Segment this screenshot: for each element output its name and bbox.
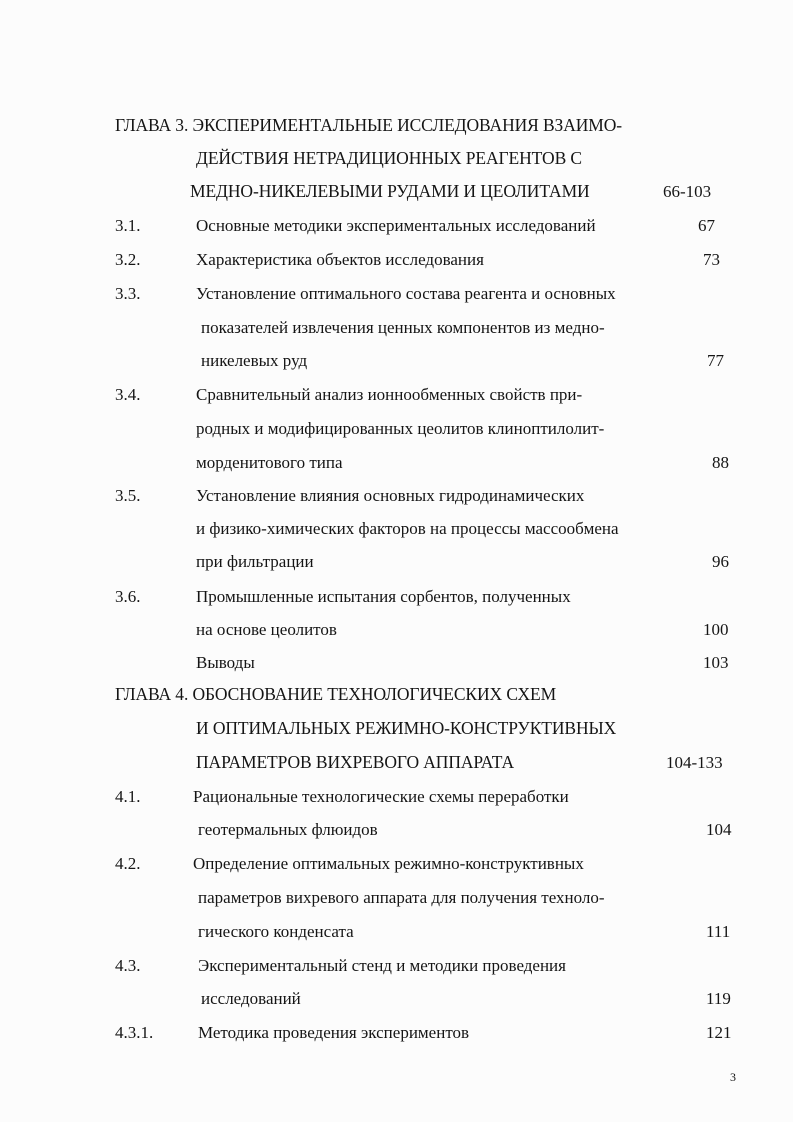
toc-number-3-2: 3.2. xyxy=(115,250,141,269)
toc-number-4-2: 4.2. xyxy=(115,854,141,873)
toc-entry-3-3-line-2: показателей извлечения ценных компонентов из медно- xyxy=(201,318,605,337)
toc-page-3-2: 73 xyxy=(703,250,720,269)
toc-page-3-1: 67 xyxy=(698,216,715,235)
toc-page-4-1: 104 xyxy=(706,820,732,839)
toc-entry-4-1-line-1: Рациональные технологические схемы переработки xyxy=(193,787,569,806)
toc-entry-4-3-line-2: исследований xyxy=(201,989,301,1008)
toc-number-3-3: 3.3. xyxy=(115,284,141,303)
toc-entry-4-2-line-2: параметров вихревого аппарата для получения техноло- xyxy=(198,888,605,907)
chapter-4-title-line-2: И ОПТИМАЛЬНЫХ РЕЖИМНО-КОНСТРУКТИВНЫХ xyxy=(196,718,617,738)
toc-page-3-4: 88 xyxy=(712,453,729,472)
toc-page-4-3: 119 xyxy=(706,989,731,1008)
toc-entry-3-1: Основные методики экспериментальных исследований xyxy=(196,216,596,235)
toc-entry-3-4-line-2: родных и модифицированных цеолитов клиноптилолит- xyxy=(196,419,605,438)
toc-page-4-2: 111 xyxy=(706,922,731,941)
toc-entry-3-5-line-3: при фильтрации xyxy=(196,552,314,571)
chapter-3-title-line-2: ДЕЙСТВИЯ НЕТРАДИЦИОННЫХ РЕАГЕНТОВ С xyxy=(196,148,582,168)
toc-entry-4-2-line-3: гического конденсата xyxy=(198,922,354,941)
toc-entry-3-4-line-3: морденитового типа xyxy=(196,453,343,472)
toc-entry-3-6-line-2: на основе цеолитов xyxy=(196,620,337,639)
chapter-3-title-line-1: ГЛАВА 3. ЭКСПЕРИМЕНТАЛЬНЫЕ ИССЛЕДОВАНИЯ ВЗАИМО- xyxy=(115,115,623,135)
toc-number-3-1: 3.1. xyxy=(115,216,141,235)
toc-number-4-1: 4.1. xyxy=(115,787,141,806)
toc-entry-3-3-line-1: Установление оптимального состава реагента и основных xyxy=(196,284,616,303)
toc-entry-4-3-1: Методика проведения экспериментов xyxy=(198,1023,470,1042)
toc-number-4-3-1: 4.3.1. xyxy=(115,1023,154,1042)
toc-page-4-3-1: 121 xyxy=(706,1023,732,1042)
toc-number-3-4: 3.4. xyxy=(115,385,141,404)
toc-number-3-5: 3.5. xyxy=(115,486,141,505)
chapter-4-title-line-1: ГЛАВА 4. ОБОСНОВАНИЕ ТЕХНОЛОГИЧЕСКИХ СХЕМ xyxy=(115,684,557,704)
toc-entry-3-3-line-3: никелевых руд xyxy=(201,351,308,370)
toc-number-3-6: 3.6. xyxy=(115,587,141,606)
toc-entry-4-3-line-1: Экспериментальный стенд и методики проведения xyxy=(198,956,566,975)
chapter-4-title-line-3: ПАРАМЕТРОВ ВИХРЕВОГО АППАРАТА xyxy=(196,752,515,772)
toc-page-3-5: 96 xyxy=(712,552,729,571)
chapter-4-pages: 104-133 xyxy=(666,753,723,772)
toc-number-4-3: 4.3. xyxy=(115,956,141,975)
toc-entry-3-6-line-1: Промышленные испытания сорбентов, полученных xyxy=(196,587,571,606)
toc-entry-conclusions: Выводы xyxy=(196,653,255,672)
page-number: 3 xyxy=(730,1070,736,1084)
toc-entry-4-2-line-1: Определение оптимальных режимно-конструктивных xyxy=(193,854,584,873)
toc-page-conclusions: 103 xyxy=(703,653,729,672)
chapter-3-title-line-3: МЕДНО-НИКЕЛЕВЫМИ РУДАМИ И ЦЕОЛИТАМИ xyxy=(190,181,590,201)
toc-entry-4-1-line-2: геотермальных флюидов xyxy=(198,820,378,839)
toc-entry-3-5-line-2: и физико-химических факторов на процессы массообмена xyxy=(196,519,619,538)
toc-entry-3-2: Характеристика объектов исследования xyxy=(196,250,484,269)
toc-entry-3-4-line-1: Сравнительный анализ ионнообменных свойств при- xyxy=(196,385,583,404)
toc-page-3-3: 77 xyxy=(707,351,724,370)
chapter-3-pages: 66-103 xyxy=(663,182,712,201)
toc-entry-3-5-line-1: Установление влияния основных гидродинамических xyxy=(196,486,585,505)
toc-page-3-6: 100 xyxy=(703,620,729,639)
